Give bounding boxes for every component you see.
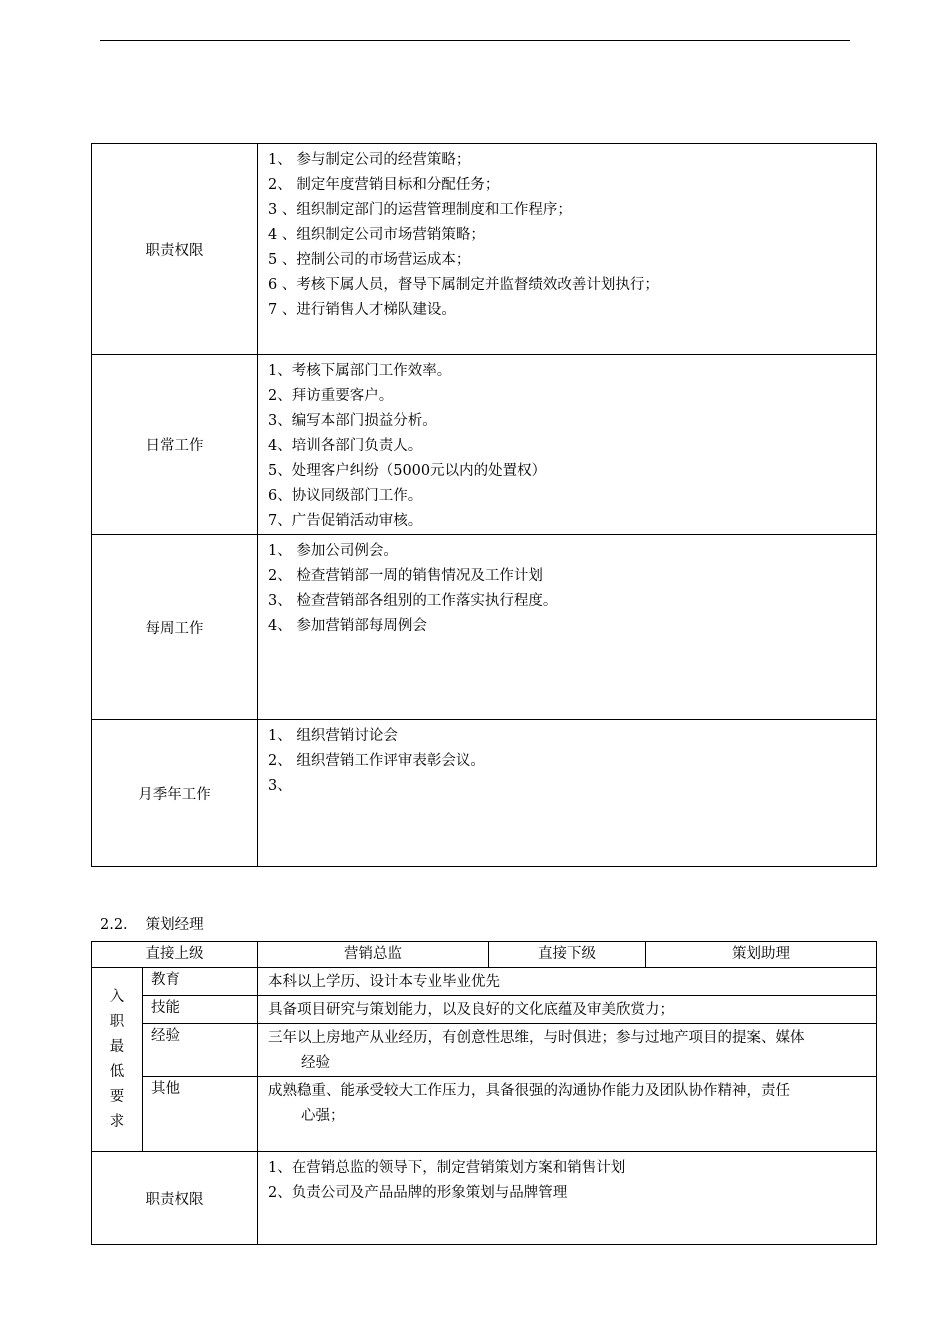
list-item: 1、 组织营销讨论会 <box>268 728 398 744</box>
table-row <box>92 535 877 720</box>
requirement-text <box>258 1024 877 1077</box>
requirements-label-char: 求 <box>109 1113 125 1130</box>
list-item: 1、在营销总监的领导下，制定营销策划方案和销售计划 <box>268 1160 626 1176</box>
list-item: 1、考核下属部门工作效率。 <box>268 363 452 379</box>
list-item: 3、 <box>268 778 292 794</box>
table-row <box>92 1077 877 1152</box>
list-item: 2、负责公司及产品品牌的形象策划与品牌管理 <box>268 1185 568 1201</box>
requirement-text <box>258 1077 877 1152</box>
section-number: 2.2. <box>100 917 128 933</box>
subordinate-label: 直接下级 <box>489 942 646 968</box>
table-row <box>92 1152 877 1245</box>
requirements-label <box>92 968 143 1152</box>
table-row <box>92 355 877 535</box>
table-row <box>92 720 877 867</box>
row-label: 月季年工作 <box>92 720 258 867</box>
list-item: 1、 参与制定公司的经营策略； <box>268 152 471 168</box>
table-row <box>92 942 877 968</box>
superior-label: 直接上级 <box>92 942 258 968</box>
list-item: 4、培训各部门负责人。 <box>268 438 423 454</box>
list-item: 3、 检查营销部各组别的工作落实执行程度。 <box>268 593 558 609</box>
table-row <box>92 996 877 1024</box>
requirement-line: 心强； <box>301 1108 345 1124</box>
list-item: 2、 组织营销工作评审表彰会议。 <box>268 753 485 769</box>
list-item: 7、广告促销活动审核。 <box>268 513 423 529</box>
row-content <box>258 355 877 535</box>
row-label: 每周工作 <box>92 535 258 720</box>
requirement-line: 经验 <box>301 1055 330 1071</box>
requirements-label-char: 入 <box>109 988 125 1005</box>
list-item: 5 、控制公司的市场营运成本； <box>268 252 471 268</box>
row-label: 日常工作 <box>92 355 258 535</box>
row-label: 职责权限 <box>92 1152 258 1245</box>
requirement-line: 三年以上房地产从业经历，有创意性思维，与时俱进；参与过地产项目的提案、媒体 <box>268 1030 805 1046</box>
row-content <box>258 535 877 720</box>
list-item: 1、 参加公司例会。 <box>268 543 398 559</box>
requirement-text <box>258 968 877 996</box>
subordinate-value: 策划助理 <box>646 942 877 968</box>
table-row <box>92 1024 877 1077</box>
list-item: 4 、组织制定公司市场营销策略； <box>268 227 485 243</box>
requirement-label: 其他 <box>143 1077 258 1152</box>
row-content <box>258 720 877 867</box>
table-row <box>92 968 877 996</box>
requirements-label-char: 要 <box>109 1088 125 1105</box>
list-item: 3、编写本部门损益分析。 <box>268 413 437 429</box>
section-heading <box>100 914 204 936</box>
list-item: 7 、进行销售人才梯队建设。 <box>268 302 456 318</box>
row-content <box>258 1152 877 1245</box>
list-item: 5、处理客户纠纷（5000元以内的处置权） <box>268 463 547 479</box>
requirement-line: 具备项目研究与策划能力，以及良好的文化底蕴及审美欣赏力； <box>268 1002 674 1018</box>
list-item: 2、 制定年度营销目标和分配任务； <box>268 177 500 193</box>
list-item: 2、拜访重要客户。 <box>268 388 394 404</box>
list-item: 6 、考核下属人员，督导下属制定并监督绩效改善计划执行； <box>268 277 659 293</box>
requirement-label: 经验 <box>143 1024 258 1077</box>
row-label: 职责权限 <box>92 144 258 355</box>
position-table <box>91 941 877 1245</box>
superior-value: 营销总监 <box>258 942 489 968</box>
list-item: 4、 参加营销部每周例会 <box>268 618 427 634</box>
table-row <box>92 144 877 355</box>
list-item: 6、协议同级部门工作。 <box>268 488 423 504</box>
requirements-label-char: 低 <box>109 1063 125 1080</box>
requirement-text <box>258 996 877 1024</box>
header-rule <box>100 40 850 41</box>
list-item: 3 、组织制定部门的运营管理制度和工作程序； <box>268 202 572 218</box>
list-item: 2、 检查营销部一周的销售情况及工作计划 <box>268 568 543 584</box>
requirement-line: 成熟稳重、能承受较大工作压力，具备很强的沟通协作能力及团队协作精神，责任 <box>268 1083 790 1099</box>
section-title: 策划经理 <box>145 917 204 933</box>
requirement-label: 技能 <box>143 996 258 1024</box>
requirement-line: 本科以上学历、设计本专业毕业优先 <box>268 974 500 990</box>
requirements-label-char: 最 <box>109 1038 125 1055</box>
row-content <box>258 144 877 355</box>
requirements-label-char: 职 <box>109 1013 125 1030</box>
requirement-label: 教育 <box>143 968 258 996</box>
duties-table <box>91 143 877 867</box>
